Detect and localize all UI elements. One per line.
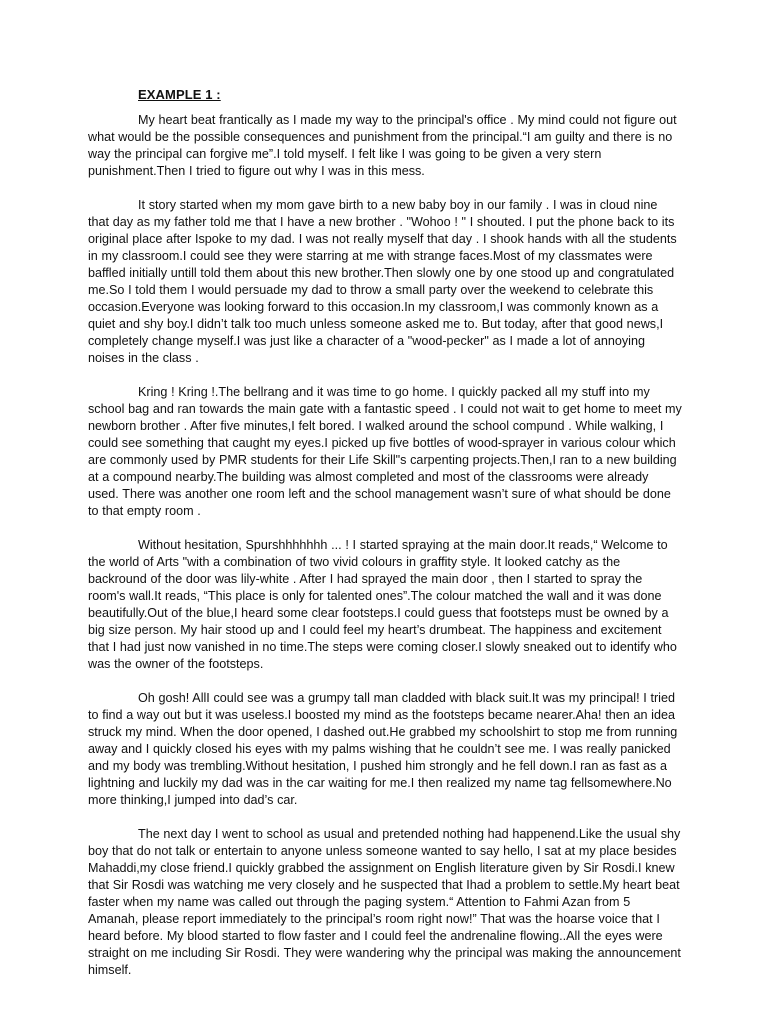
paragraph-3: Kring ! Kring !.The bellrang and it was time to go home. I quickly packed all my stuff into my school bag and ran towards the main gate with a fantastic speed . I could not wait to get home to meet my newborn brother . After five minutes,I felt bored. I walked around the school compund . While walking, I could see something that caught my eyes.I picked up five bottles of wood-sprayer in various colour which are commonly used by PMR students for their Life Skill"s carpenting projects.Then,I ran to a new building at a compound nearby.The building was almost completed and most of the classrooms were already used. There was another one room left and the school management wasn’t sure of what should be done to that empty room . <box>88 385 682 518</box>
paragraph-2: It story started when my mom gave birth to a new baby boy in our family . I was in cloud nine that day as my father told me that I have a new brother . "Wohoo ! " I shouted. I put the phone back to its original place after Ispoke to my dad. I was not really myself that day . I shook hands with all the students in my classroom.I could see they were starring at me with strange faces.Most of my classmates were baffled initially untill told them about this new brother.Then slowly one by one stood up and congratulated me.So I told them I would persuade my dad to throw a small party over the weekend to celebrate this occasion.Everyone was looking forward to this occasion.In my classroom,I was commonly known as a quiet and shy boy.I didn’t talk too much unless someone asked me to. But today, after that good news,I completely change myself.I was just like a character of a "wood-pecker" as I made a lot of annoying noises in the class . <box>88 198 677 365</box>
paragraph-6: The next day I went to school as usual and pretended nothing had happenend.Like the usual shy boy that do not talk or entertain to anyone unless someone wanted to say hello, I sat at my place besides Mahaddi,my close friend.I quickly grabbed the assignment on English literature given by Sir Rosdi.I knew that Sir Rosdi was watching me very closely and he suspected that Ihad a problem to settle.My heart beat faster when my name was called out through the paging system.“ Attention to Fahmi Azan from 5 Amanah, please report immediately to the principal’s room right now!” That was the hoarse voice that I heard before. My blood started to flow faster and I could feel the andrenaline flowing..All the eyes were straight on me including Sir Rosdi. They were wandering why the principal was making the announcement himself. <box>88 827 681 977</box>
paragraph-1: My heart beat frantically as I made my way to the principal's office . My mind could not figure out what would be the possible consequences and punishment from the principal.“I am guilty and there is no way the principal can forgive me”.I told myself. I felt like I was going to be given a very stern punishment.Then I tried to figure out why I was in this mess. <box>88 113 677 178</box>
document-heading: EXAMPLE 1 : <box>138 87 221 102</box>
paragraph-4: Without hesitation, Spurshhhhhhh ... ! I started spraying at the main door.It reads,“ Welcome to the world of Arts "with a combination of two vivid colours in graffity style. It looked catchy as the backround of the door was lily-white . After I had sprayed the main door , then I started to spray the room's wall.It reads, “This place is only for talented ones”.The colour matched the wall and it was done beautifully.Out of the blue,I heard some clear footsteps.I could guess that footsteps must be owned by a big size person. My hair stood up and I could feel my heart’s drumbeat. The happiness and excitement that I had just now vanished in no time.The steps were coming closer.I slowly sneaked out to identify who was the owner of the footsteps. <box>88 538 677 671</box>
paragraph-5: Oh gosh! AllI could see was a grumpy tall man cladded with black suit.It was my principal! I tried to find a way out but it was useless.I boosted my mind as the footsteps became nearer.Aha! then an idea struck my mind. When the door opened, I dashed out.He grabbed my schoolshirt to stop me from running away and I quickly closed his eyes with my palms wishing that he couldn’t see me. I was really panicked and my body was trembling.Without hesitation, I pushed him strongly and he fell down.I ran as fast as a lightning and luckily my dad was in the car waiting for me.I then realized my name tag fellsomewhere.No more thinking,I jumped into dad’s car. <box>88 691 678 807</box>
